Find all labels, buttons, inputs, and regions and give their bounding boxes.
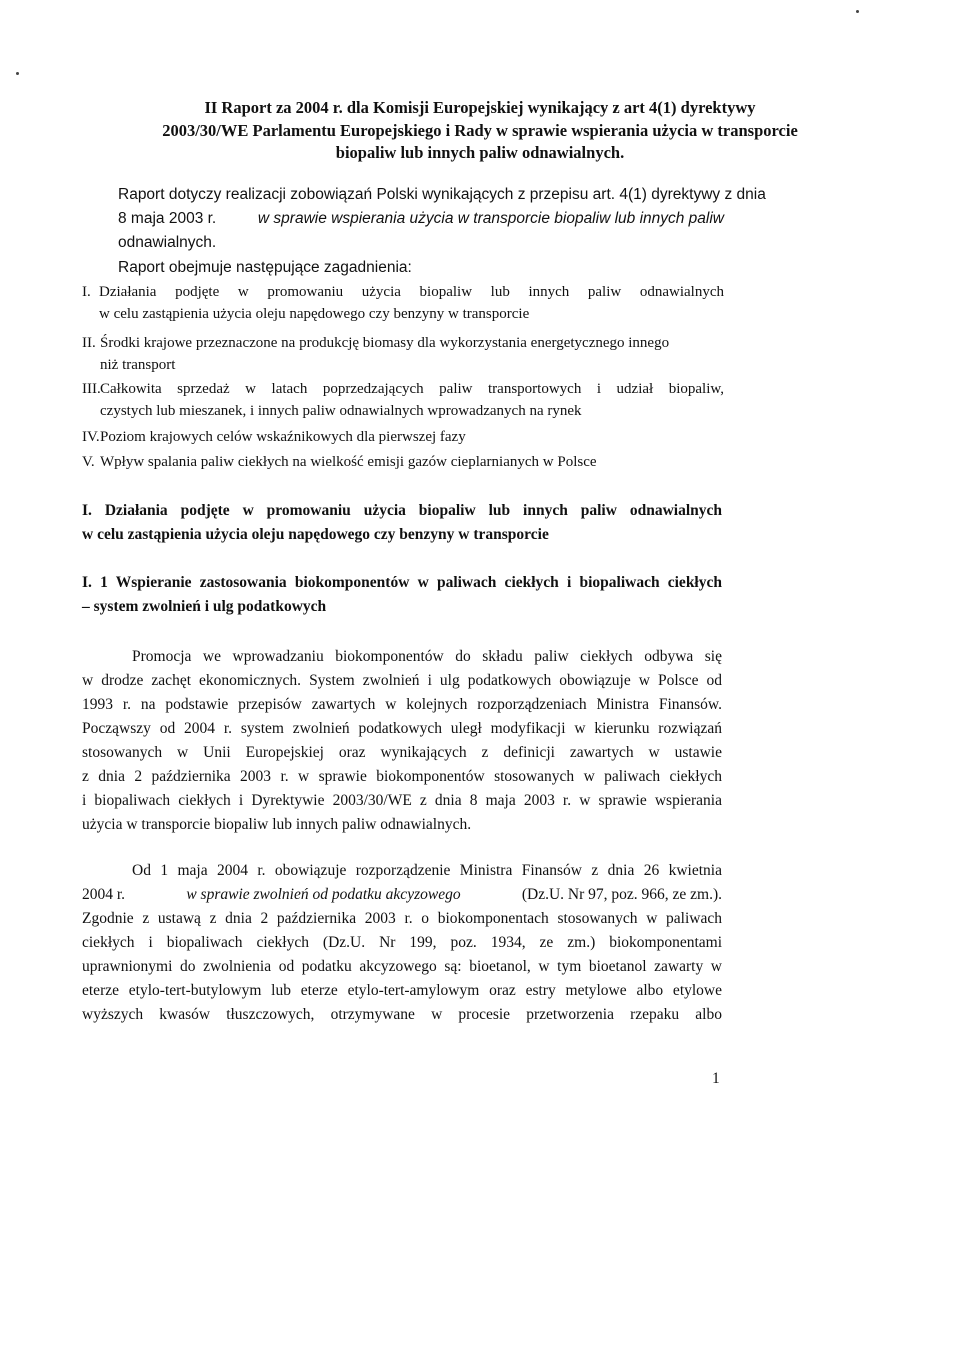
- toc-item-4: [82, 429, 724, 446]
- intro-line-1: Raport dotyczy realizacji zobowiązań Polski wynikających z przepisu art. 4(1) dyrektywy z dnia: [118, 186, 766, 203]
- section-1-1-heading-line-1: I. 1 Wspieranie zastosowania biokomponentów w paliwach ciekłych i biopaliwach ciekłych: [82, 574, 722, 591]
- toc-line: Poziom krajowych celów wskaźnikowych dla pierwszej fazy: [100, 429, 466, 445]
- intro-line-2-start: 8 maja 2003 r.: [118, 210, 217, 227]
- toc-item-2: [82, 335, 724, 374]
- para1-line-6: z dnia 2 października 2003 r. w sprawie biokomponentów stosowanych w paliwach ciekłych: [82, 768, 722, 785]
- title-line-1: II Raport za 2004 r. dla Komisji Europejskiej wynikający z art 4(1) dyrektywy: [204, 98, 756, 117]
- toc-line: w celu zastąpienia użycia oleju napędowego czy benzyny w transporcie: [99, 306, 530, 322]
- toc-num: I.: [82, 284, 91, 300]
- scan-speck: [856, 10, 859, 13]
- toc-num: II.: [82, 335, 96, 351]
- para2-line-1: Od 1 maja 2004 r. obowiązuje rozporządzenie Ministra Finansów z dnia 26 kwietnia: [132, 862, 722, 879]
- para1-line-2: w drodze zachęt ekonomicznych. System zwolnień i ulg podatkowych obowiązuje w Polsce od: [82, 672, 722, 689]
- section-1-heading-line-1: I. Działania podjęte w promowaniu użycia biopaliw lub innych paliw odnawialnych: [82, 502, 722, 519]
- section-1-1-heading-line-2: – system zwolnień i ulg podatkowych: [82, 598, 327, 615]
- section-1-heading-line-2: w celu zastąpienia użycia oleju napędowego czy benzyny w transporcie: [82, 526, 549, 543]
- toc-num: V.: [82, 454, 95, 470]
- toc-num: IV.: [82, 429, 100, 445]
- toc-line: Wpływ spalania paliw ciekłych na wielkość emisji gazów cieplarnianych w Polsce: [100, 454, 597, 470]
- para1-line-1: Promocja we wprowadzaniu biokomponentów do składu paliw ciekłych odbywa się: [132, 648, 722, 665]
- toc-line: Środki krajowe przeznaczone na produkcję biomasy dla wykorzystania energetycznego innego: [100, 335, 670, 351]
- para2-line-6: eterze etylo-tert-butylowym lub eterze etylo-tert-amylowym oraz estry metylowe albo etylowe: [82, 982, 722, 999]
- para1-line-5: stosowanych w Unii Europejskiej oraz wynikających z definicji zawartych w ustawie: [82, 744, 722, 761]
- para2-line-2-start: 2004 r.: [82, 886, 126, 903]
- para1-line-3: 1993 r. na podstawie przepisów zawartych w kolejnych rozporządzeniach Ministra Finansów.: [82, 696, 722, 713]
- toc-item-3: [82, 381, 724, 420]
- toc-line: czystych lub mieszanek, i innych paliw odnawialnych wprowadzanych na rynek: [100, 403, 582, 419]
- para2-line-2: [82, 886, 722, 904]
- para2-line-7: wyższych kwasów tłuszczowych, otrzymywane w procesie przetworzenia rzepaku albo: [82, 1006, 722, 1023]
- toc-line: niż transport: [100, 357, 176, 373]
- toc-num: III.: [82, 381, 101, 397]
- intro-line-2: [118, 210, 724, 228]
- para2-line-5: uprawnionymi do zwolnienia od podatku akcyzowego są: bioetanol, w tym bioetanol zawarty w: [82, 958, 722, 975]
- toc-line: Całkowita sprzedaż w latach poprzedzających paliw transportowych i udział biopaliw,: [100, 381, 724, 397]
- toc-line: Działania podjęte w promowaniu użycia biopaliw lub innych paliw odnawialnych: [99, 284, 724, 300]
- para1-line-4: Począwszy od 2004 r. system zwolnień podatkowych uległ modyfikacji w kierunku rozwiązań: [82, 720, 722, 737]
- para2-line-2-end: (Dz.U. Nr 97, poz. 966, ze zm.).: [521, 886, 722, 903]
- toc-item-5: [82, 454, 724, 471]
- toc-item-1: [82, 284, 724, 323]
- para2-line-2-italic: w sprawie zwolnień od podatku akcyzowego: [186, 886, 461, 903]
- para2-line-3: Zgodnie z ustawą z dnia 2 października 2003 r. o biokomponentach stosowanych w paliwach: [82, 910, 722, 927]
- intro-line-4: Raport obejmuje następujące zagadnienia:: [118, 259, 412, 276]
- title-line-3: biopaliw lub innych paliw odnawialnych.: [335, 143, 625, 162]
- scan-speck: [16, 72, 19, 75]
- para1-line-7: i biopaliwach ciekłych i Dyrektywie 2003/30/WE z dnia 8 maja 2003 r. w sprawie wspierania: [82, 792, 722, 809]
- page-number: 1: [712, 1070, 720, 1087]
- para2-line-4: ciekłych i biopaliwach ciekłych (Dz.U. Nr 199, poz. 1934, ze zm.) biokomponentami: [82, 934, 722, 951]
- intro-line-3: odnawialnych.: [118, 234, 217, 251]
- title-line-2: 2003/30/WE Parlamentu Europejskiego i Rady w sprawie wspierania użycia w transporcie: [162, 121, 798, 140]
- intro-line-2-italic: w sprawie wspierania użycia w transporcie biopaliw lub innych paliw: [257, 210, 724, 227]
- para1-line-8: użycia w transporcie biopaliw lub innych paliw odnawialnych.: [82, 816, 472, 833]
